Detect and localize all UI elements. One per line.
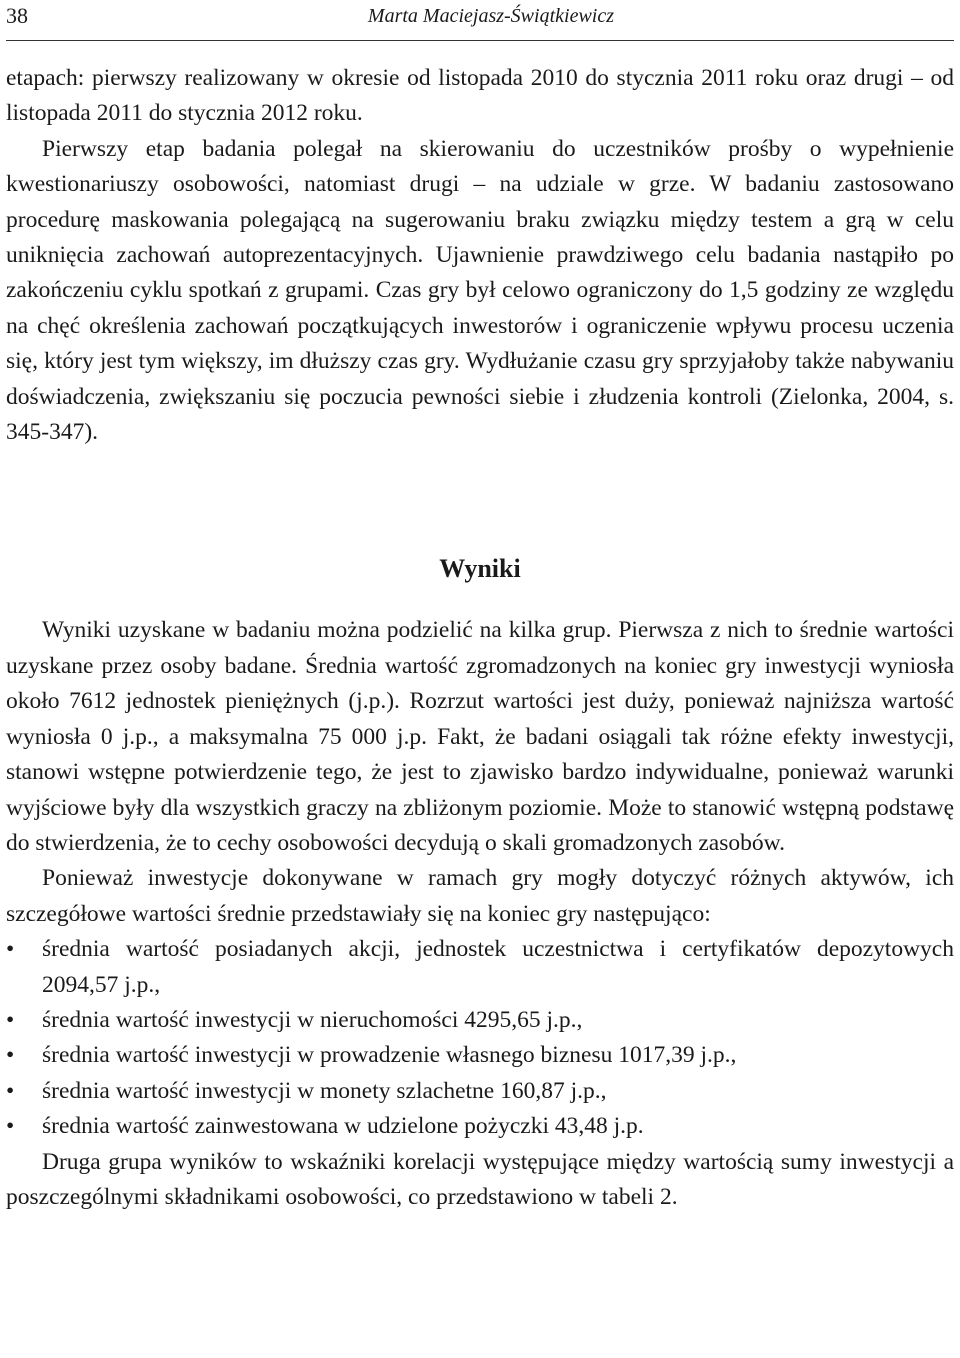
- paragraph-correlations: Druga grupa wyników to wskaźniki korelacji występujące między wartością sumy inwestycji a poszczególnymi składnikami osobowości, co przedstawiono w tabeli 2.: [6, 1148, 954, 1210]
- list-item-text: średnia wartość posiadanych akcji, jednostek uczestnictwa i certyfikatów depozytowych 2094,57 j.p.,: [42, 936, 954, 998]
- investment-list: [6, 932, 954, 1144]
- list-item: [6, 1038, 954, 1073]
- running-author: Marta Maciejasz-Świątkiewicz: [367, 5, 614, 27]
- paragraph-method: Pierwszy etap badania polegał na skierowaniu do uczestników prośby o wypełnienie kwestionariuszy osobowości, natomiast drugi – na udziale w grze. W badaniu zastosowano procedurę maskowania polegającą na sugerowaniu braku związku między testem a grą w celu uniknięcia zachowań autoprezentacyjnych. Ujawnienie prawdziwego celu badania nastąpiło po zakończeniu cyklu spotkań z grupami. Czas gry był celowo ograniczony do 1,5 godziny ze względu na chęć określenia zachowań początkujących inwestorów i ograniczenie wpływu procesu uczenia się, który jest tym większy, im dłuższy czas gry. Wydłużanie czasu gry sprzyjałoby także nabywaniu doświadczenia, zwiększaniu się poczucia pewności siebie i złudzenia kontroli (Zielonka, 2004, s. 345-347).: [6, 135, 954, 446]
- list-item-text: średnia wartość inwestycji w monety szlachetne 160,87 j.p.,: [42, 1077, 607, 1104]
- bullet-icon: •: [6, 936, 15, 963]
- page-number: 38: [6, 3, 28, 28]
- list-item: [6, 1074, 954, 1109]
- list-item-text: średnia wartość inwestycji w nieruchomości 4295,65 j.p.,: [42, 1006, 583, 1033]
- list-item: [6, 932, 954, 1003]
- list-item: [6, 1003, 954, 1038]
- section-heading: Wyniki: [439, 554, 521, 584]
- running-header: [6, 0, 954, 41]
- bullet-icon: •: [6, 1042, 15, 1069]
- document-page: [6, 0, 954, 1215]
- bullet-icon: •: [6, 1113, 15, 1140]
- list-item-text: średnia wartość zainwestowana w udzielone pożyczki 43,48 j.p.: [42, 1113, 644, 1140]
- paragraph-results: Wyniki uzyskane w badaniu można podzielić na kilka grup. Pierwsza z nich to średnie wartości uzyskane przez osoby badane. Średnia wartość zgromadzonych na koniec gry inwestycji wyniosła około 7612 jednostek pieniężnych (j.p.). Rozrzut wartości jest duży, ponieważ najniższa wartość wyniosła 0 j.p., a maksymalna 75 000 j.p. Fakt, że badani osiągali tak różne efekty inwestycji, stanowi wstępne potwierdzenie tego, że jest to zjawisko bardzo indywidualne, ponieważ warunki wyjściowe były dla wszystkich graczy na zbliżonym poziomie. Może to stanowić wstępną podstawę do stwierdzenia, że to cechy osobowości decydują o skali gromadzonych zasobów.: [6, 617, 954, 856]
- list-item: [6, 1109, 954, 1144]
- bullet-icon: •: [6, 1077, 15, 1104]
- paragraph-continuation: etapach: pierwszy realizowany w okresie od listopada 2010 do stycznia 2011 roku oraz drugi – od listopada 2011 do stycznia 2012 roku.: [6, 65, 954, 127]
- paragraph-investments: Ponieważ inwestycje dokonywane w ramach gry mogły dotyczyć różnych aktywów, ich szczegółowe wartości średnie przedstawiały się na koniec gry następująco:: [6, 865, 954, 927]
- list-item-text: średnia wartość inwestycji w prowadzenie własnego biznesu 1017,39 j.p.,: [42, 1042, 737, 1069]
- bullet-icon: •: [6, 1006, 15, 1033]
